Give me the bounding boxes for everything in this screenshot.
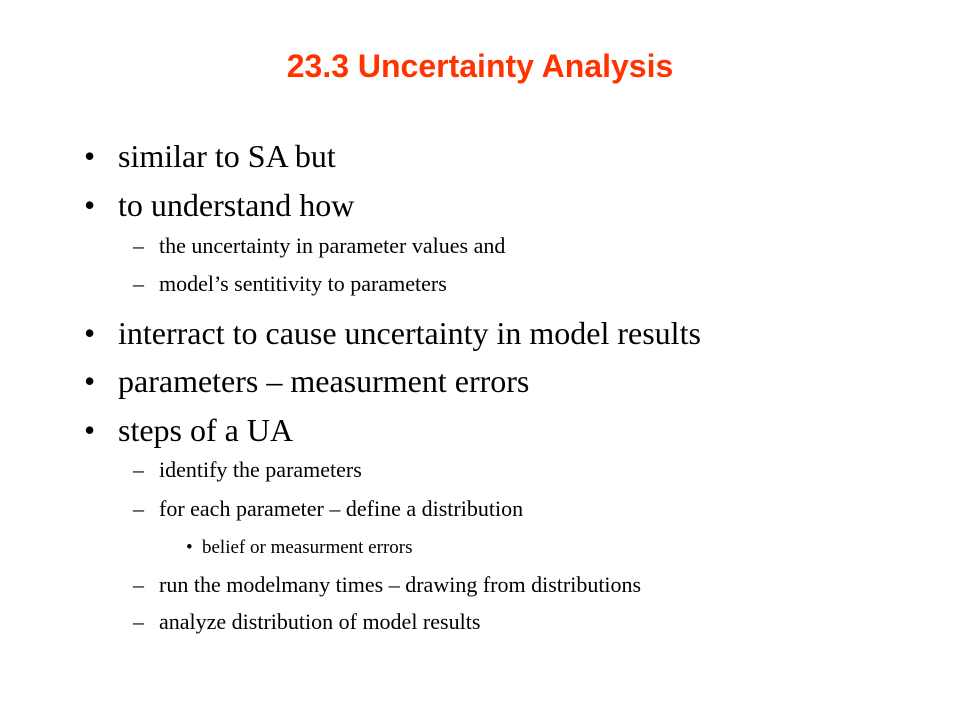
sub-item-text: identify the parameters <box>159 457 362 482</box>
sub-item <box>133 607 481 637</box>
sub-item-text: run the modelmany times – drawing from distributions <box>159 572 642 597</box>
bullet-marker: • <box>186 537 193 558</box>
sub-item <box>133 494 524 524</box>
bullet-marker: • <box>84 363 96 399</box>
bullet-marker: • <box>84 138 96 174</box>
bullet-item <box>84 361 530 401</box>
dash-marker: – <box>133 457 144 482</box>
sub-sub-item <box>186 535 413 561</box>
bullet-text: steps of a UA <box>118 412 294 448</box>
bullet-marker: • <box>84 412 96 448</box>
bullet-text: similar to SA but <box>118 138 336 174</box>
sub-item <box>133 269 447 299</box>
slide-title: 23.3 Uncertainty Analysis <box>286 48 674 84</box>
bullet-text: parameters – measurment errors <box>118 363 530 399</box>
bullet-item <box>84 410 294 450</box>
sub-sub-item-text: belief or measurment errors <box>202 537 413 558</box>
sub-item <box>133 231 506 261</box>
sub-item <box>133 455 362 485</box>
dash-marker: – <box>133 609 144 634</box>
dash-marker: – <box>133 572 144 597</box>
bullet-item <box>84 313 701 353</box>
sub-item-text: analyze distribution of model results <box>159 609 481 634</box>
sub-item-text: the uncertainty in parameter values and <box>159 233 506 258</box>
sub-item-text: for each parameter – define a distribution <box>159 496 524 521</box>
dash-marker: – <box>133 271 144 296</box>
bullet-text: to understand how <box>118 187 355 223</box>
bullet-marker: • <box>84 315 96 351</box>
sub-item-text: model’s sentitivity to parameters <box>159 271 447 296</box>
bullet-text: interract to cause uncertainty in model results <box>118 315 701 351</box>
bullet-marker: • <box>84 187 96 223</box>
bullet-item <box>84 185 355 225</box>
dash-marker: – <box>133 496 144 521</box>
sub-item <box>133 570 642 600</box>
bullet-item <box>84 136 336 176</box>
dash-marker: – <box>133 233 144 258</box>
